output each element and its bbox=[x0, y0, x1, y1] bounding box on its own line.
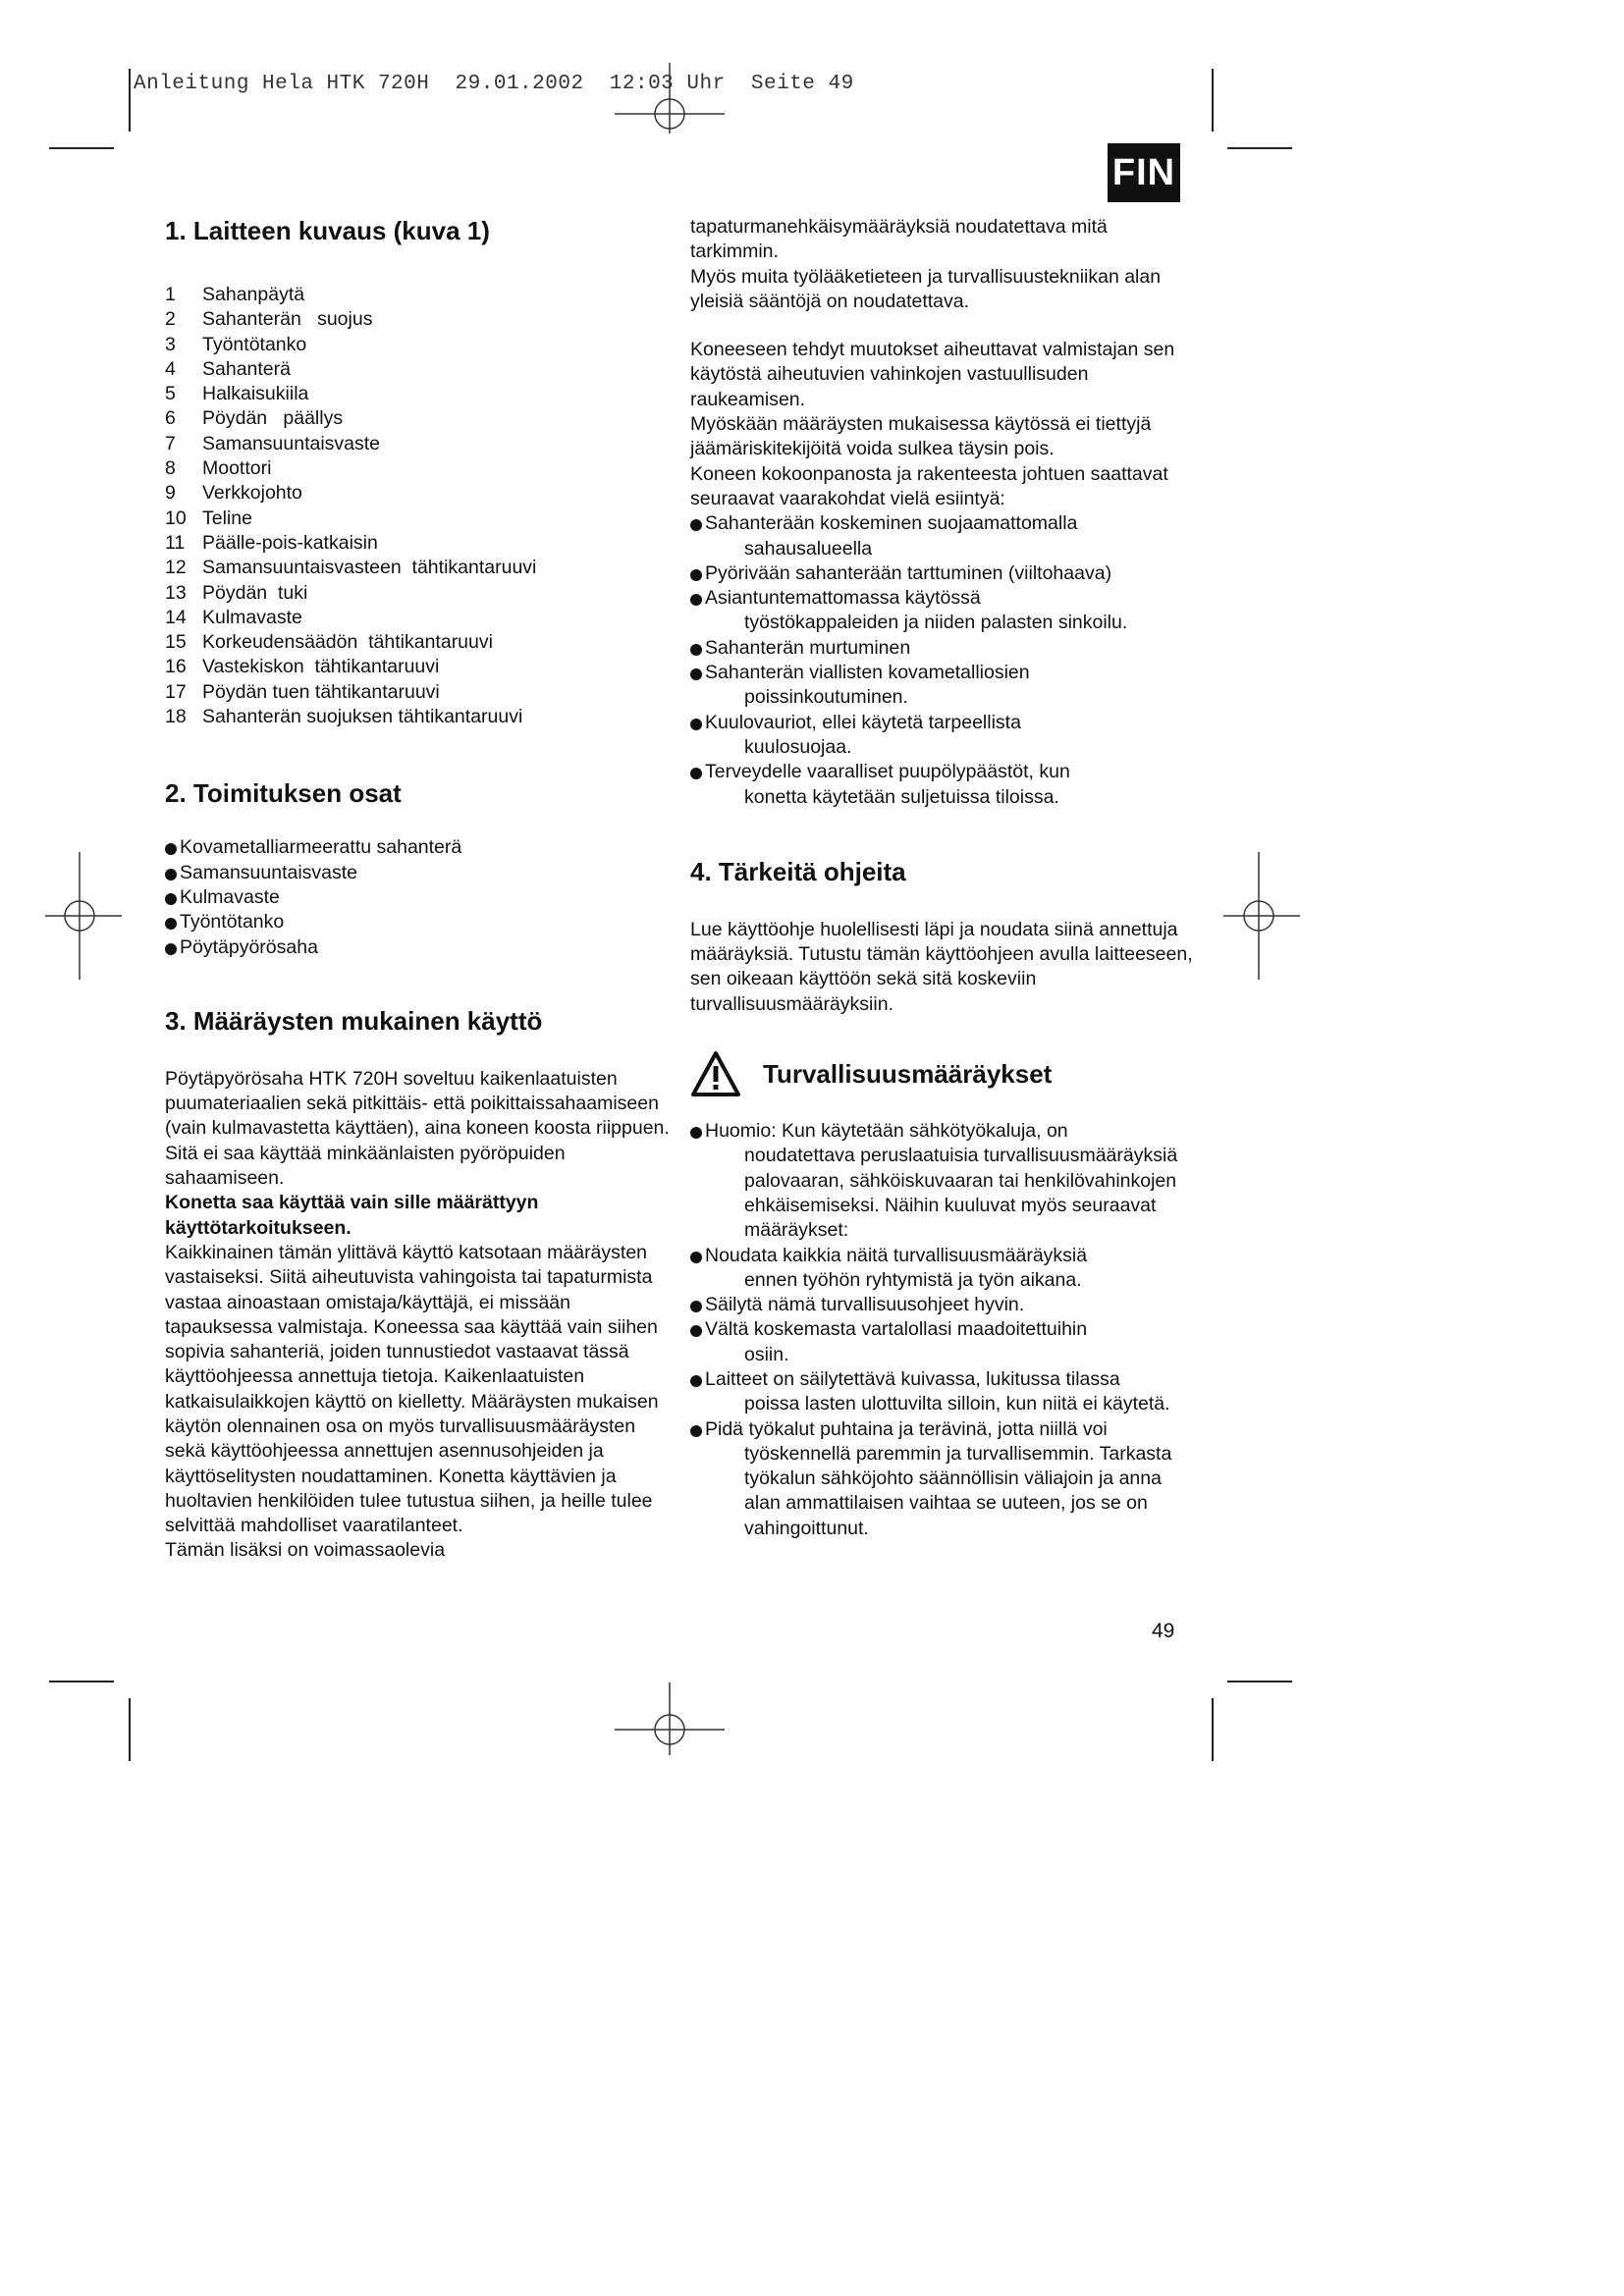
list-item: 4 Sahanterä bbox=[165, 357, 291, 380]
list-item: Laitteet on säilytettävä kuivassa, lukitussa tilassa poissa lasten ulottuvilta silloin, kun niitä ei käytetä. bbox=[690, 1367, 1201, 1417]
paragraph: Koneen kokoonpanosta ja rakenteesta johtuen saattavat seuraavat vaarakohdat vielä esiintyä: bbox=[690, 462, 1168, 509]
paragraph: Tämän lisäksi on voimassaolevia bbox=[165, 1539, 446, 1562]
list-item: Työntötanko bbox=[165, 910, 676, 934]
list-item: Terveydelle vaaralliset puupölypäästöt, kun konetta käytetään suljetuissa tiloissa. bbox=[690, 760, 1201, 810]
list-item: Pyörivään sahanterään tarttuminen (viiltohaava) bbox=[690, 561, 1201, 586]
parts-list bbox=[165, 283, 676, 729]
delivery-list bbox=[165, 835, 676, 959]
crop-mark bbox=[1227, 1681, 1292, 1682]
list-item: Sahanterän viallisten kovametalliosien poissinkoutuminen. bbox=[690, 661, 1201, 711]
crop-mark bbox=[129, 69, 131, 132]
list-item: Kovametalliarmeerattu sahanterä bbox=[165, 835, 676, 860]
paragraph: Pöytäpyörösaha HTK 720H soveltuu kaikenlaatuisten puumateriaalien sekä pitkittäis- että poikittaissahaamiseen (vain kulmavastetta käyttäen), aina koneen koosta riippuen. Sitä ei saa käyttää minkäänlaisten pyöröpuiden sahaamiseen. bbox=[165, 1067, 670, 1190]
registration-mark-icon bbox=[1223, 852, 1300, 980]
paragraph: Myöskään määräysten mukaisessa käytössä ei tiettyjä jäämäriskitekijöitä voida sulkea täysin pois. bbox=[690, 413, 1152, 460]
list-item: 11 Päälle-pois-katkaisin bbox=[165, 531, 378, 554]
list-item: Asiantuntemattomassa käytössä työstökappaleiden ja niiden palasten sinkoilu. bbox=[690, 586, 1201, 636]
left-column bbox=[165, 214, 676, 1564]
safety-list bbox=[690, 1119, 1201, 1541]
list-item: 14 Kulmavaste bbox=[165, 606, 302, 628]
section-1-title: 1. Laitteen kuvaus (kuva 1) bbox=[165, 216, 490, 245]
list-item: 10 Teline bbox=[165, 507, 252, 529]
list-item: Huomio: Kun käytetään sähkötyökaluja, on noudatettava peruslaatuisia turvallisuusmääräyksiä palovaaran, sähköiskuvaaran tai henkilövahinkojen ehkäisemiseksi. Näihin kuuluvat myös seuraavat määräykset: bbox=[690, 1119, 1201, 1243]
paragraph: tapaturmanehkäisymääräyksiä noudatettava mitä tarkimmin. bbox=[690, 216, 1108, 263]
list-item: Pöytäpyörösaha bbox=[165, 935, 676, 960]
list-item: Kuulovauriot, ellei käytetä tarpeellista kuulosuojaa. bbox=[690, 711, 1201, 761]
page-header: Anleitung Hela HTK 720H 29.01.2002 12:03 Uhr Seite 49 bbox=[134, 73, 854, 95]
list-item: Vältä koskemasta vartalollasi maadoitettuihin osiin. bbox=[690, 1317, 1201, 1367]
paragraph: Lue käyttöohje huolellisesti läpi ja noudata siinä annettuja määräyksiä. Tutustu tämän käyttöohjeen avulla laitteeseen, sen oikeaan käyttöön sekä sitä koskeviin turvallisuusmääräyksiin. bbox=[690, 918, 1193, 1015]
crop-mark bbox=[1212, 1698, 1214, 1761]
list-item: Sahanterän murtuminen bbox=[690, 636, 1201, 661]
section-2-title: 2. Toimituksen osat bbox=[165, 778, 402, 809]
language-badge: FIN bbox=[1108, 143, 1180, 202]
list-item: Pidä työkalut puhtaina ja terävinä, jotta niillä voi työskennellä paremmin ja turvallisemmin. Tarkasta työkalun sähköjohto säännöllisin väliajoin ja anna alan ammattilaisen vaihtaa se uuteen, jos se on vahingoittunut. bbox=[690, 1417, 1201, 1541]
list-item: 9 Verkkojohto bbox=[165, 482, 302, 505]
section-4-title: 4. Tärkeitä ohjeita bbox=[690, 856, 906, 886]
list-item: 17 Pöydän tuen tähtikantaruuvi bbox=[165, 680, 440, 703]
list-item: 3 Työntötanko bbox=[165, 333, 307, 355]
registration-mark-icon bbox=[607, 63, 732, 141]
list-item: 7 Samansuuntaisvaste bbox=[165, 432, 381, 454]
paragraph-bold: Konetta saa käyttää vain sille määrättyyn käyttötarkoitukseen. bbox=[165, 1192, 539, 1239]
paragraph: Koneeseen tehdyt muutokset aiheuttavat valmistajan sen käytöstä aiheutuvien vahinkojen vastuullisuden raukeamisen. bbox=[690, 339, 1175, 410]
safety-heading bbox=[690, 1050, 1201, 1097]
crop-mark bbox=[49, 1681, 114, 1682]
list-item: 5 Halkaisukiila bbox=[165, 383, 309, 405]
page-number: 49 bbox=[1152, 1620, 1175, 1642]
registration-mark-icon bbox=[607, 1682, 732, 1757]
risk-list bbox=[690, 511, 1201, 810]
list-item: 8 Moottori bbox=[165, 457, 272, 480]
list-item: 13 Pöydän tuki bbox=[165, 581, 308, 604]
list-item: 1 Sahanpäytä bbox=[165, 284, 305, 305]
list-item: 16 Vastekiskon tähtikantaruuvi bbox=[165, 656, 440, 678]
safety-title: Turvallisuusmääräykset bbox=[763, 1059, 1053, 1090]
paragraph: Kaikkinainen tämän ylittävä käyttö katsotaan määräysten vastaiseksi. Siitä aiheutuvista vahingoista tai tapaturmista vastaa ainoastaan omistaja/käyttäjä, ei missään tapauksessa valmistaja. Koneessa saa käyttää vain siihen sopivia sahanteriä, joiden tunnustiedot vastaavat tässä käyttöohjeessa annettuja tietoja. Kaikenlaatuisten katkaisulaikkojen käyttö on kielletty. Määräysten mukaisen käytön olennainen osa on myös turvallisuusmääräysten sekä käyttöohjeessa annettujen asennusohjeiden ja käyttöselitysten noudattaminen. Konetta käyttävien ja huoltavien henkilöiden tulee tutustua siihen, ja heille tulee selvittää mahdolliset vaaratilanteet. bbox=[165, 1241, 659, 1537]
warning-triangle-icon bbox=[690, 1050, 741, 1097]
crop-mark bbox=[49, 147, 114, 149]
list-item: Säilytä nämä turvallisuusohjeet hyvin. bbox=[690, 1293, 1201, 1317]
list-item: 12 Samansuuntaisvasteen tähtikantaruuvi bbox=[165, 557, 537, 579]
list-item: 2 Sahanterän suojus bbox=[165, 308, 373, 331]
paragraph: Myös muita työlääketieteen ja turvallisuustekniikan alan yleisiä sääntöjä on noudatettava. bbox=[690, 265, 1162, 312]
list-item: Sahanterään koskeminen suojaamattomalla sahausalueella bbox=[690, 511, 1201, 561]
crop-mark bbox=[1212, 69, 1214, 132]
crop-mark bbox=[129, 1698, 131, 1761]
list-item: 6 Pöydän päällys bbox=[165, 407, 344, 430]
crop-mark bbox=[1227, 147, 1292, 149]
list-item: Noudata kaikkia näitä turvallisuusmääräyksiä ennen työhön ryhtymistä ja työn aikana. bbox=[690, 1244, 1201, 1294]
list-item: 15 Korkeudensäädön tähtikantaruuvi bbox=[165, 631, 493, 654]
right-column bbox=[690, 215, 1201, 1541]
list-item: Kulmavaste bbox=[165, 885, 676, 910]
list-item: 18 Sahanterän suojuksen tähtikantaruuvi bbox=[165, 706, 523, 728]
registration-mark-icon bbox=[45, 852, 122, 980]
section-3-title: 3. Määräysten mukainen käyttö bbox=[165, 1005, 543, 1036]
list-item: Samansuuntaisvaste bbox=[165, 861, 676, 885]
